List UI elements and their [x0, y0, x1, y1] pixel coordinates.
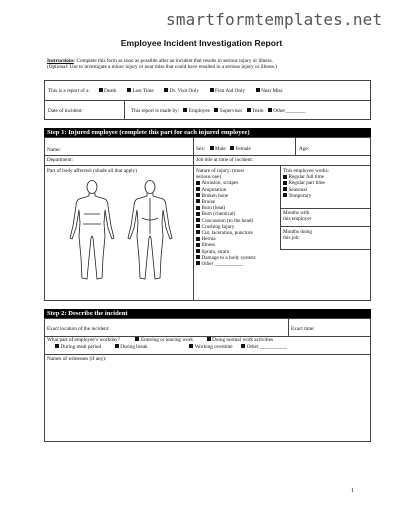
checkbox-broken-bone[interactable] — [196, 193, 200, 197]
option-dr-visit: Dr. Visit Only — [169, 88, 199, 94]
name-label: Name: — [47, 147, 61, 153]
option-label: Amputation — [201, 186, 227, 193]
months-job-label: this job: — [283, 235, 300, 242]
option-label: Cut, laceration, puncture — [201, 230, 253, 237]
option-label: Hernia — [201, 236, 216, 243]
option-label: Burn (heat) — [201, 205, 226, 212]
nature-of-injury-list — [196, 168, 257, 267]
workday-row-2 — [55, 344, 287, 350]
checkbox-temporary[interactable] — [283, 193, 287, 197]
body-back-icon — [128, 181, 172, 280]
workday-row-1 — [47, 337, 273, 343]
checkbox-male[interactable] — [210, 146, 214, 150]
divider — [44, 354, 371, 355]
report-of-row — [48, 88, 283, 94]
checkbox-team[interactable] — [247, 108, 251, 112]
divider — [288, 318, 289, 336]
option-supervisor: Supervisor — [219, 108, 243, 114]
instructions — [47, 58, 377, 71]
checkbox-employee[interactable] — [183, 108, 187, 112]
checkbox-workday-other[interactable] — [241, 344, 245, 348]
option-female: Female — [235, 146, 251, 152]
checkbox-meal-period[interactable] — [55, 344, 59, 348]
option-label: During meal period — [60, 344, 102, 350]
option-male: Male — [215, 146, 226, 152]
divider — [44, 100, 371, 101]
page-title: Employee Incident Investigation Report — [120, 38, 283, 48]
body-diagram[interactable] — [62, 178, 182, 284]
option-near-miss: Near Miss — [261, 88, 283, 94]
checkbox-illness[interactable] — [196, 243, 200, 247]
checkbox-nature-other[interactable] — [196, 261, 200, 265]
employee-works-list — [283, 168, 329, 199]
body-part-label: Part of body affected: (shade all that apply) — [47, 168, 137, 174]
watermark: smartformtemplates.net — [166, 10, 383, 29]
divider — [44, 165, 371, 166]
option-label: Working overtime — [194, 344, 233, 350]
report-of-label: This is a report of a: — [48, 88, 90, 94]
checkbox-full-time[interactable] — [283, 175, 287, 179]
age-label: Age: — [299, 146, 310, 152]
made-by-row — [131, 108, 306, 114]
option-death: Death — [104, 88, 117, 94]
checkbox-death[interactable] — [99, 88, 103, 92]
months-job-label: Months doing — [283, 229, 312, 235]
checkbox-normal-work[interactable] — [207, 337, 211, 341]
option-label: Sprain, strain — [201, 248, 230, 255]
checkbox-cut[interactable] — [196, 230, 200, 234]
option-label: Illness — [201, 242, 216, 249]
option-lost-time: Lost Time — [132, 88, 154, 94]
page-number: 1 — [351, 488, 354, 494]
checkbox-seasonal[interactable] — [283, 187, 287, 191]
checkbox-sprain[interactable] — [196, 249, 200, 253]
checkbox-entering-leaving[interactable] — [135, 337, 139, 341]
divider — [44, 155, 371, 156]
checkbox-burn-chemical[interactable] — [196, 212, 200, 216]
option-label: Entering or leaving work — [140, 337, 193, 343]
option-label: Regular full time — [288, 174, 324, 181]
months-employer-label: this employer — [283, 216, 312, 223]
checkbox-crushing[interactable] — [196, 224, 200, 228]
divider — [280, 226, 371, 227]
made-by-label: This report is made by: — [131, 108, 180, 114]
witnesses-label: Names of witnesses (if any): — [47, 356, 107, 362]
step2-header: Step 2: Describe the incident — [44, 309, 371, 318]
option-label: Doing normal work activities — [212, 337, 274, 343]
checkbox-other[interactable] — [268, 108, 272, 112]
date-label: Date of incident: — [48, 108, 83, 114]
months-employer-label: Months with — [283, 210, 310, 216]
checkbox-supervisor[interactable] — [214, 108, 218, 112]
divider — [280, 249, 371, 250]
checkbox-burn-heat[interactable] — [196, 206, 200, 210]
job-title-label: Job title at time of incident: — [196, 157, 254, 163]
divider — [280, 208, 371, 209]
divider — [124, 100, 125, 120]
nature-label: serious one) — [196, 174, 222, 181]
checkbox-bruise[interactable] — [196, 199, 200, 203]
option-team: Team — [252, 108, 264, 114]
option-label: Temporary — [288, 192, 312, 199]
list-item — [196, 261, 257, 267]
workday-label: What part of employee’s workday? — [47, 337, 120, 343]
step1-header: Step 1: Injured employee (complete this part for each injured employee) — [44, 128, 371, 137]
checkbox-break[interactable] — [115, 344, 119, 348]
checkbox-part-time[interactable] — [283, 181, 287, 185]
works-label: This employee works: — [283, 168, 330, 174]
option-label: Burn (chemical) — [201, 211, 236, 218]
checkbox-overtime[interactable] — [189, 344, 193, 348]
checkbox-abrasion[interactable] — [196, 181, 200, 185]
option-label: Damage to a body system: — [201, 254, 257, 261]
divider — [295, 137, 296, 155]
checkbox-female[interactable] — [230, 146, 234, 150]
instructions-label: Instructions — [47, 58, 74, 64]
department-label: Department: — [47, 157, 73, 163]
checkbox-near-miss[interactable] — [256, 88, 260, 92]
checkbox-concussion[interactable] — [196, 218, 200, 222]
option-label: Other ___________ — [201, 261, 244, 268]
divider — [193, 137, 194, 301]
option-label: Abrasion, scrapes — [201, 180, 239, 187]
list-item — [283, 193, 329, 199]
option-label: Broken bone — [201, 192, 229, 199]
option-label: Other___________ — [246, 344, 288, 350]
checkbox-lost-time[interactable] — [127, 88, 131, 92]
instructions-line-1: : Complete this form as soon as possible after an incident that results in serious injury or illness. — [73, 58, 273, 64]
option-label: Seasonal — [288, 186, 307, 193]
checkbox-dr-visit[interactable] — [164, 88, 168, 92]
option-other: Other________ — [273, 108, 306, 114]
checkbox-hernia[interactable] — [196, 237, 200, 241]
option-label: Regular part time — [288, 180, 325, 187]
time-label: Exact time: — [291, 326, 315, 332]
option-label: During break — [120, 344, 148, 350]
option-employee: Employee — [188, 108, 210, 114]
option-label: Bruise — [201, 199, 216, 206]
nature-label: Nature of injury: (most — [196, 168, 244, 174]
checkbox-body-system[interactable] — [196, 255, 200, 259]
body-front-icon — [70, 181, 114, 280]
instructions-line-2: (Optional: Use to investigate a minor injury or near miss that could have resulted in a serious injury or illness.) — [47, 64, 277, 71]
option-label: Concussion (to the head) — [201, 217, 254, 224]
checkbox-amputation[interactable] — [196, 187, 200, 191]
sex-label: Sex: — [196, 146, 206, 152]
months-employer — [283, 210, 311, 222]
option-first-aid: First Aid Only — [215, 88, 246, 94]
location-label: Exact location of the incident: — [47, 326, 110, 332]
divider — [280, 165, 281, 249]
sex-row — [196, 146, 251, 152]
months-job — [283, 229, 312, 241]
checkbox-first-aid[interactable] — [210, 88, 214, 92]
option-label: Crushing Injury — [201, 223, 235, 230]
